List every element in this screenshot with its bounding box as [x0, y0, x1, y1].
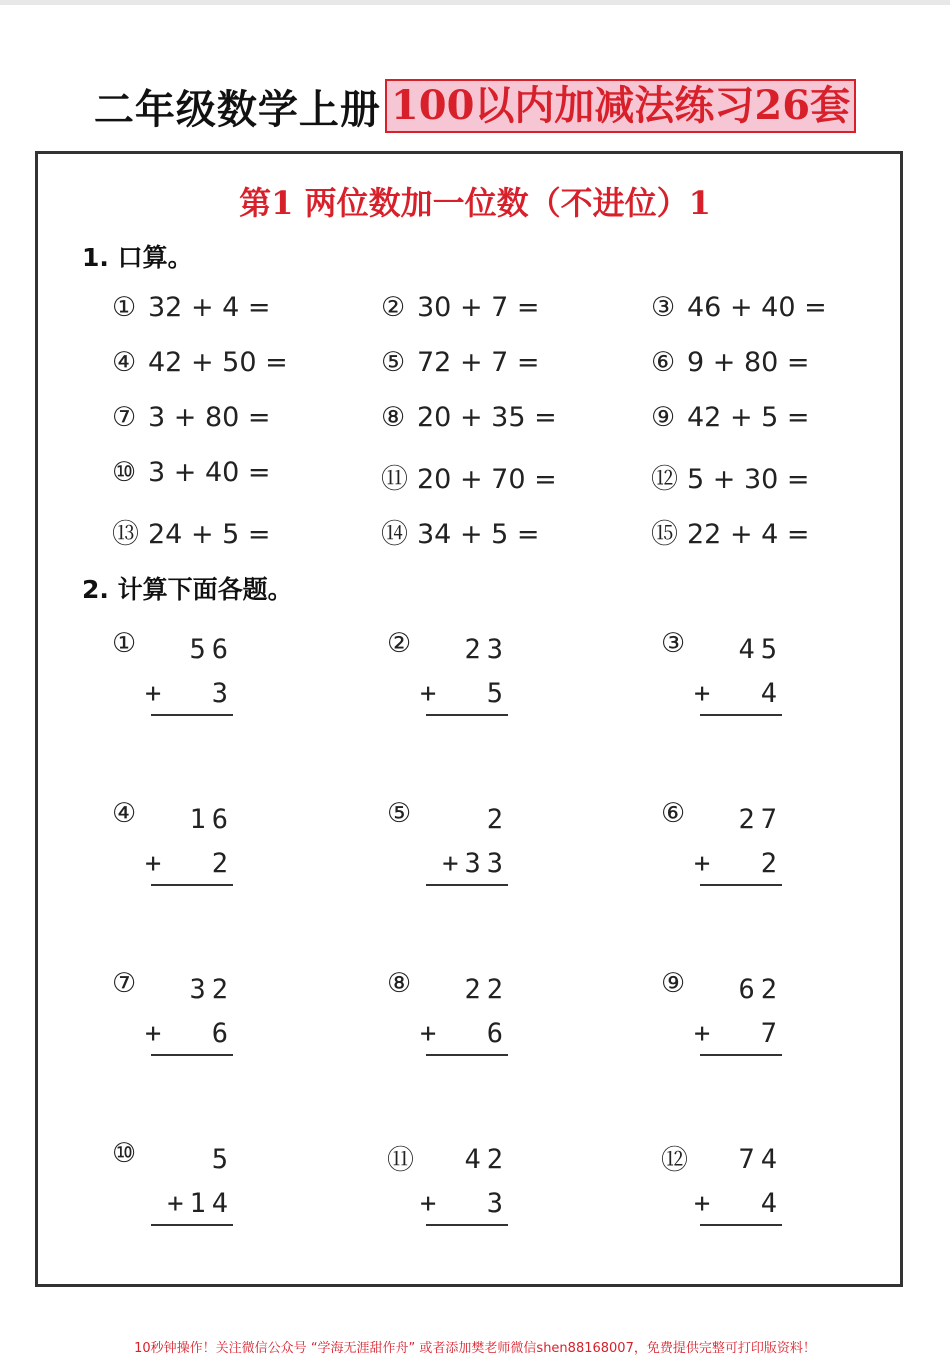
vertical-top-number: 74 — [738, 1144, 783, 1175]
vertical-problem-number: ⑪ — [387, 1145, 414, 1176]
answer-line — [700, 1054, 782, 1056]
answer-line — [700, 1224, 782, 1226]
vertical-top-number: 42 — [464, 1144, 509, 1175]
problem-expression: 3 + 40 = — [148, 457, 271, 488]
oral-problem — [651, 292, 827, 323]
vertical-problem-number: ⑦ — [112, 968, 137, 999]
vertical-top-number: 62 — [738, 974, 783, 1005]
header-title-black: 二年级数学上册 — [93, 86, 381, 133]
oral-problem — [381, 457, 557, 496]
vertical-top-number: 16 — [189, 804, 234, 835]
problem-expression: 9 + 80 = — [687, 347, 810, 378]
problem-number: ⑭ — [381, 519, 408, 550]
answer-line — [426, 714, 508, 716]
oral-problem — [112, 457, 271, 488]
vertical-top-number: 23 — [464, 634, 509, 665]
vertical-problem-number: ⑤ — [387, 798, 412, 829]
oral-problem — [112, 512, 271, 551]
problem-expression: 24 + 5 = — [148, 519, 271, 550]
answer-line — [426, 1224, 508, 1226]
answer-line — [151, 1224, 233, 1226]
problem-number: ⑤ — [381, 347, 406, 378]
problem-expression: 20 + 35 = — [417, 402, 557, 433]
section-2-title: 2. 计算下面各题。 — [82, 575, 293, 604]
problem-number: ⑬ — [112, 519, 139, 550]
problem-expression: 5 + 30 = — [687, 464, 810, 495]
vertical-bottom-addend: + 7 — [693, 1018, 783, 1049]
vertical-bottom-addend: + 3 — [144, 678, 234, 709]
vertical-problem-number: ⑫ — [661, 1145, 688, 1176]
problem-number: ⑨ — [651, 402, 676, 433]
section-1-title: 1. 口算。 — [82, 243, 193, 272]
vertical-top-number: 22 — [464, 974, 509, 1005]
vertical-problem-number: ⑥ — [661, 798, 686, 829]
answer-line — [700, 714, 782, 716]
answer-line — [700, 884, 782, 886]
answer-line — [151, 884, 233, 886]
vertical-top-number: 2 — [486, 804, 509, 835]
problem-expression: 46 + 40 = — [687, 292, 827, 323]
problem-number: ⑮ — [651, 519, 678, 550]
vertical-bottom-addend: + 5 — [419, 678, 509, 709]
answer-line — [426, 1054, 508, 1056]
problem-expression: 42 + 5 = — [687, 402, 810, 433]
problem-number: ④ — [112, 347, 137, 378]
top-edge — [0, 0, 950, 5]
vertical-top-number: 27 — [738, 804, 783, 835]
problem-number: ⑫ — [651, 464, 678, 495]
vertical-bottom-addend: + 2 — [144, 848, 234, 879]
vertical-problem-number: ⑨ — [661, 968, 686, 999]
problem-number: ① — [112, 292, 137, 323]
problem-number: ③ — [651, 292, 676, 323]
vertical-bottom-addend: +33 — [442, 848, 509, 879]
oral-problem — [651, 512, 810, 551]
vertical-top-number: 5 — [211, 1144, 234, 1175]
answer-line — [426, 884, 508, 886]
vertical-problem-number: ⑩ — [112, 1138, 137, 1169]
problem-number: ⑧ — [381, 402, 406, 433]
oral-problem — [651, 402, 810, 433]
vertical-problem-number: ⑧ — [387, 968, 412, 999]
problem-number: ② — [381, 292, 406, 323]
vertical-bottom-addend: + 4 — [693, 678, 783, 709]
vertical-bottom-addend: +14 — [167, 1188, 234, 1219]
problem-expression: 32 + 4 = — [148, 292, 271, 323]
problem-number: ⑥ — [651, 347, 676, 378]
vertical-bottom-addend: + 2 — [693, 848, 783, 879]
vertical-bottom-addend: + 3 — [419, 1188, 509, 1219]
page-header — [0, 78, 950, 134]
oral-problem — [112, 347, 288, 378]
worksheet-title: 第1 两位数加一位数（不进位）1 — [239, 184, 711, 222]
problem-expression: 72 + 7 = — [417, 347, 540, 378]
problem-number: ⑩ — [112, 457, 137, 488]
oral-problem — [651, 457, 810, 496]
answer-line — [151, 1054, 233, 1056]
vertical-bottom-addend: + 6 — [419, 1018, 509, 1049]
oral-problem — [381, 512, 540, 551]
oral-problem — [381, 292, 540, 323]
oral-problem — [381, 402, 557, 433]
vertical-problem-number: ③ — [661, 628, 686, 659]
oral-problem — [651, 347, 810, 378]
vertical-bottom-addend: + 4 — [693, 1188, 783, 1219]
problem-number: ⑪ — [381, 464, 408, 495]
problem-expression: 30 + 7 = — [417, 292, 540, 323]
vertical-top-number: 45 — [738, 634, 783, 665]
problem-number: ⑦ — [112, 402, 137, 433]
vertical-bottom-addend: + 6 — [144, 1018, 234, 1049]
vertical-problem-number: ④ — [112, 798, 137, 829]
problem-expression: 3 + 80 = — [148, 402, 271, 433]
problem-expression: 42 + 50 = — [148, 347, 288, 378]
answer-line — [151, 714, 233, 716]
problem-expression: 22 + 4 = — [687, 519, 810, 550]
vertical-problem-number: ② — [387, 628, 412, 659]
vertical-top-number: 32 — [189, 974, 234, 1005]
vertical-top-number: 56 — [189, 634, 234, 665]
vertical-problem-number: ① — [112, 628, 137, 659]
footer-note: 10秒钟操作！关注微信公众号 “学海无涯甜作舟” 或者添加樊老师微信shen88168007，免费提供完整可打印版资料！ — [134, 1341, 816, 1356]
problem-expression: 34 + 5 = — [417, 519, 540, 550]
oral-problem — [381, 347, 540, 378]
header-title-red: 100以内加减法练习26套 — [385, 79, 856, 133]
problem-expression: 20 + 70 = — [417, 464, 557, 495]
oral-problem — [112, 292, 271, 323]
oral-problem — [112, 402, 271, 433]
